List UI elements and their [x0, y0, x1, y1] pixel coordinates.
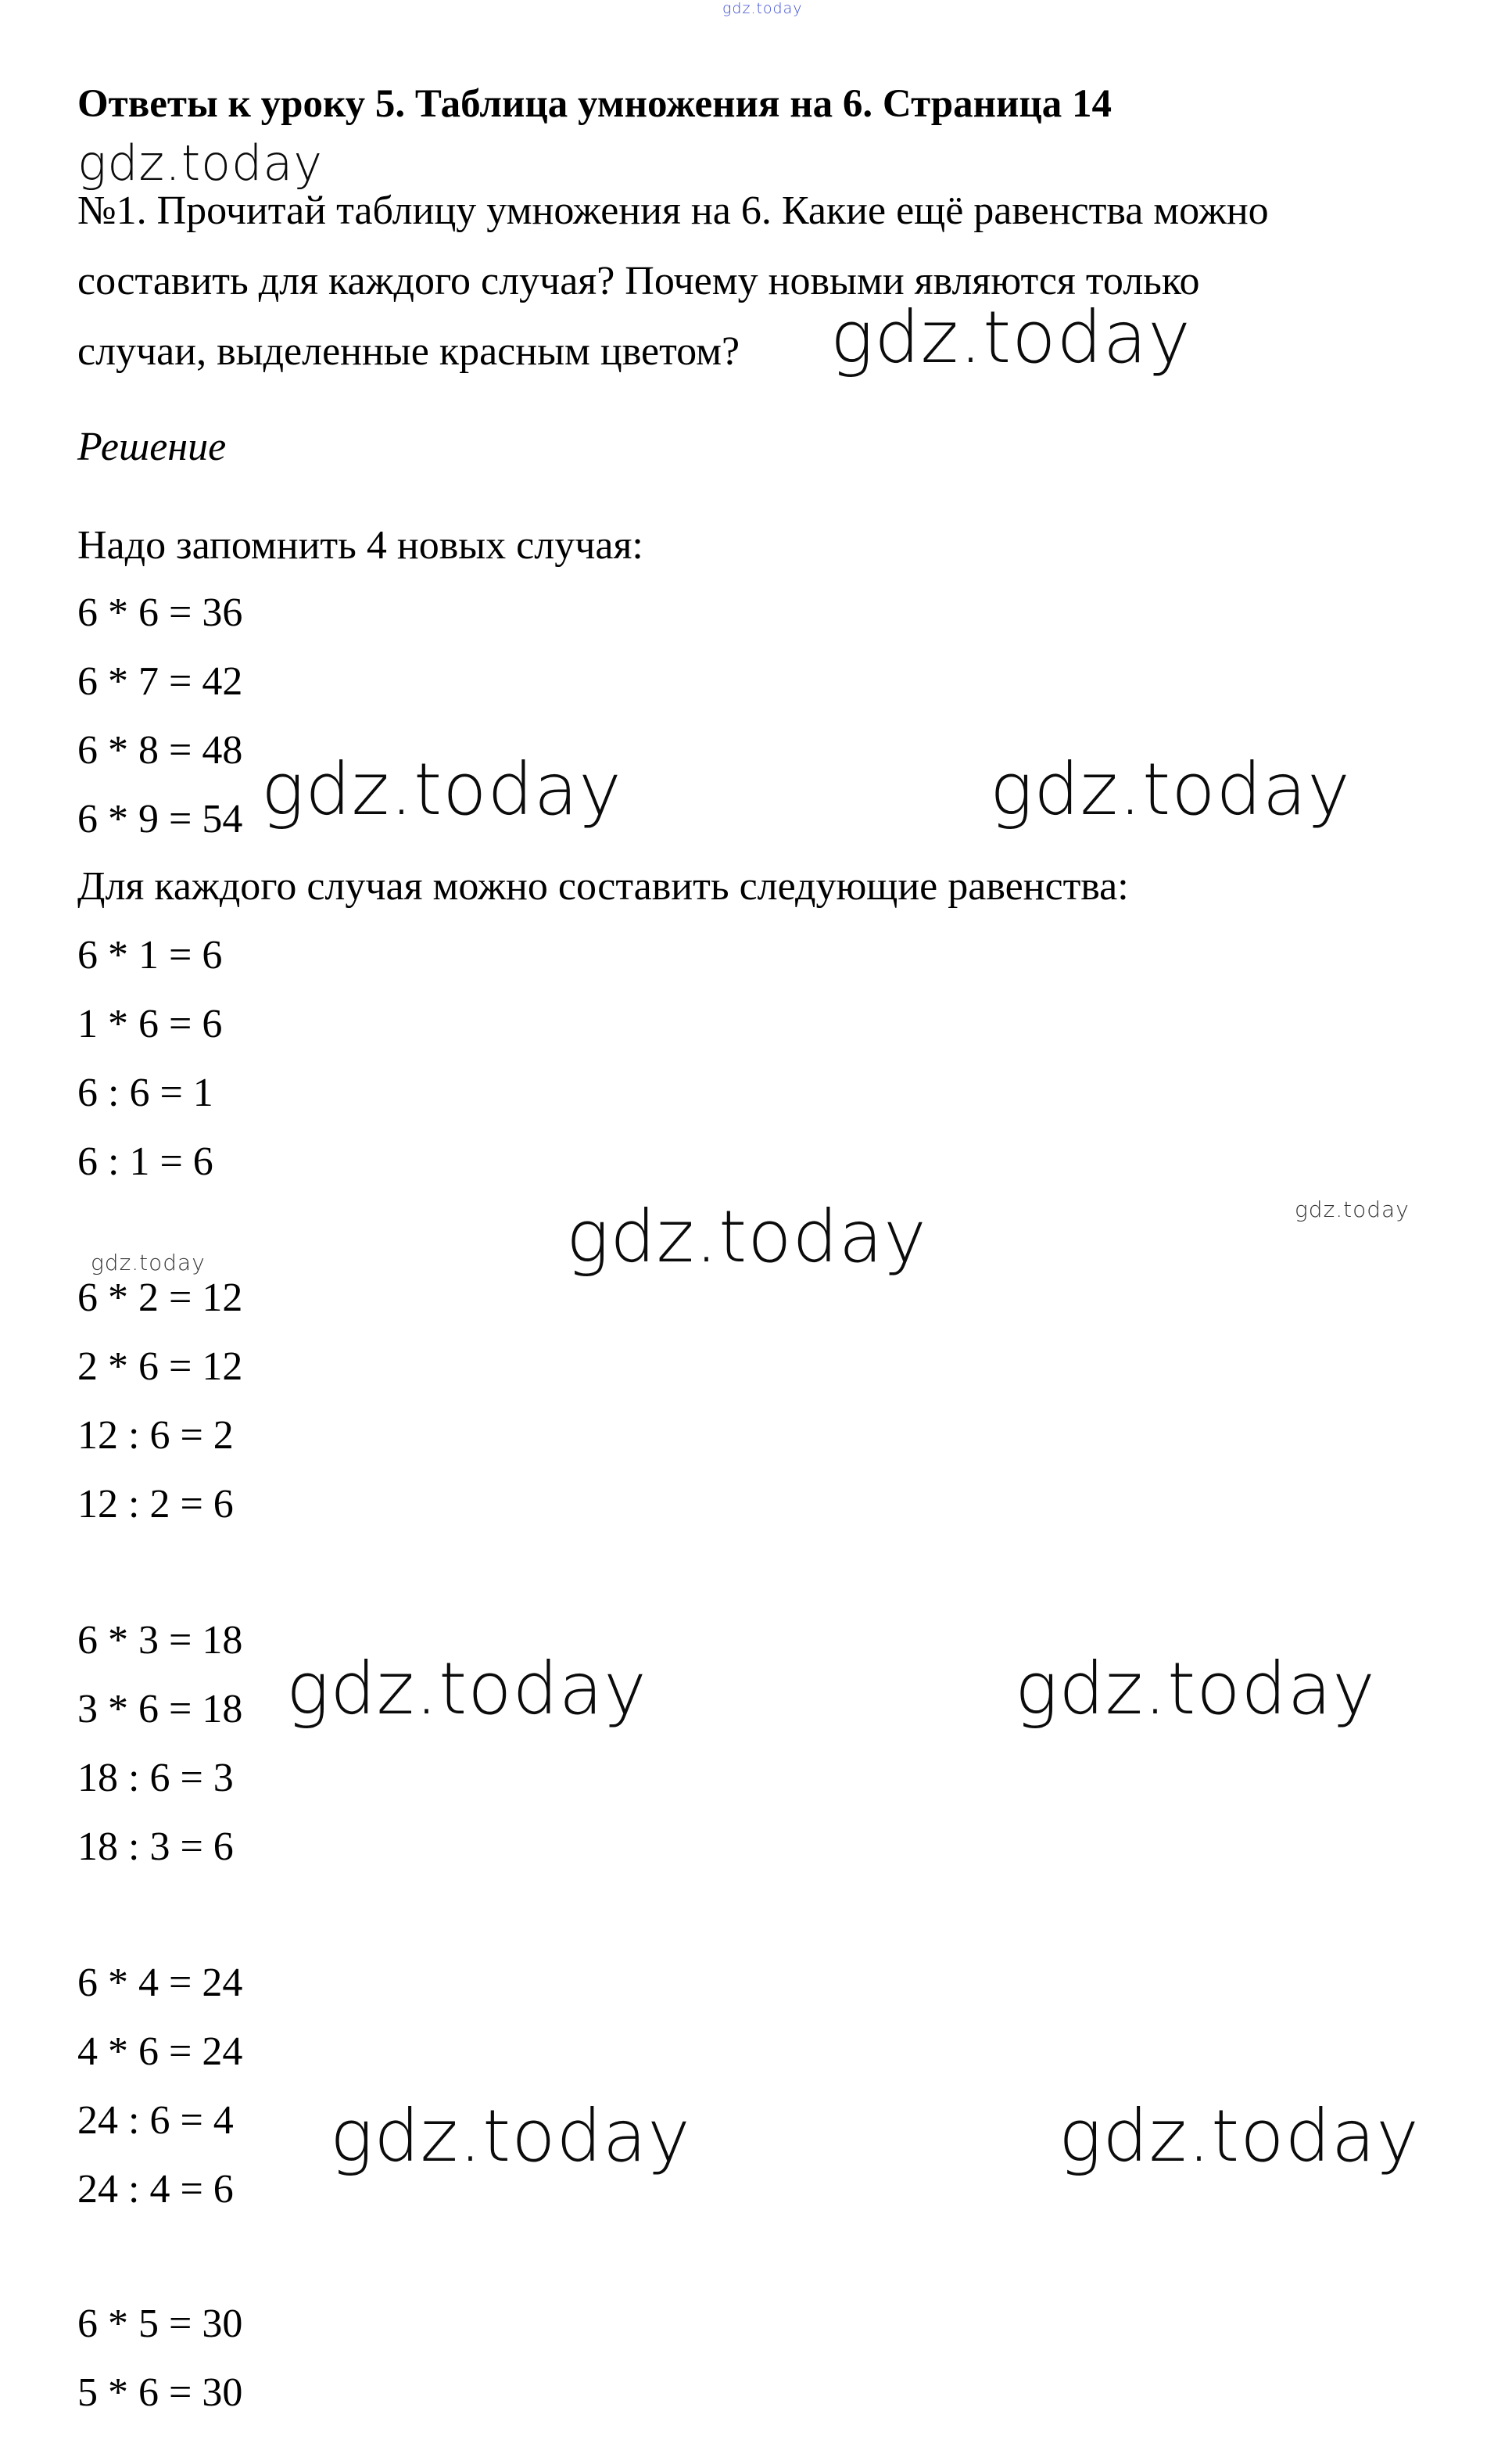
- new-case: 6 * 6 = 36: [77, 590, 243, 635]
- site-watermark: gdz.today: [77, 135, 324, 192]
- equation: 6 * 2 = 12: [77, 1275, 243, 1320]
- equation: 6 * 3 = 18: [77, 1618, 243, 1663]
- equation: 18 : 3 = 6: [77, 1824, 234, 1869]
- watermark: gdz.today: [990, 748, 1351, 831]
- equation: 4 * 6 = 24: [77, 2029, 243, 2074]
- task-line-3: случаи, выделенные красным цветом?: [77, 329, 740, 374]
- task-line-1: №1. Прочитай таблицу умножения на 6. Какие ещё равенства можно: [77, 188, 1269, 233]
- watermark: gdz.today: [91, 1250, 206, 1275]
- equation: 6 * 5 = 30: [77, 2302, 243, 2346]
- watermark: gdz.today: [1059, 2094, 1420, 2178]
- groups-intro: Для каждого случая можно составить следующие равенства:: [77, 864, 1129, 909]
- equation: 18 : 6 = 3: [77, 1756, 234, 1800]
- equation: 6 : 6 = 1: [77, 1071, 213, 1115]
- watermark: gdz.today: [1015, 1647, 1376, 1731]
- watermark: gdz.today: [286, 1647, 647, 1731]
- watermark: gdz.today: [566, 1195, 927, 1279]
- solution-heading: Решение: [77, 425, 227, 469]
- watermark: gdz.today: [830, 296, 1191, 379]
- page-title: Ответы к уроку 5. Таблица умножения на 6. Страница 14: [77, 82, 1113, 126]
- new-case: 6 * 7 = 42: [77, 659, 243, 704]
- solution-intro: Надо запомнить 4 новых случая:: [77, 523, 643, 568]
- new-case: 6 * 9 = 54: [77, 797, 243, 841]
- equation: 12 : 2 = 6: [77, 1482, 234, 1527]
- equation: 2 * 6 = 12: [77, 1344, 243, 1389]
- equation: 5 * 6 = 30: [77, 2370, 243, 2415]
- task-line-2: составить для каждого случая? Почему новыми являются только: [77, 259, 1200, 303]
- equation: 6 * 4 = 24: [77, 1961, 243, 2005]
- equation: 24 : 6 = 4: [77, 2098, 234, 2143]
- equation: 24 : 4 = 6: [77, 2167, 234, 2212]
- new-case: 6 * 8 = 48: [77, 728, 243, 773]
- equation: 1 * 6 = 6: [77, 1002, 223, 1046]
- equation: 6 : 1 = 6: [77, 1139, 213, 1184]
- watermark: gdz.today: [261, 748, 622, 831]
- equation: 3 * 6 = 18: [77, 1687, 243, 1731]
- equation: 12 : 6 = 2: [77, 1413, 234, 1458]
- watermark: gdz.today: [1295, 1197, 1410, 1222]
- top-watermark: gdz.today: [722, 0, 803, 17]
- equation: 6 * 1 = 6: [77, 933, 223, 978]
- watermark: gdz.today: [330, 2094, 691, 2178]
